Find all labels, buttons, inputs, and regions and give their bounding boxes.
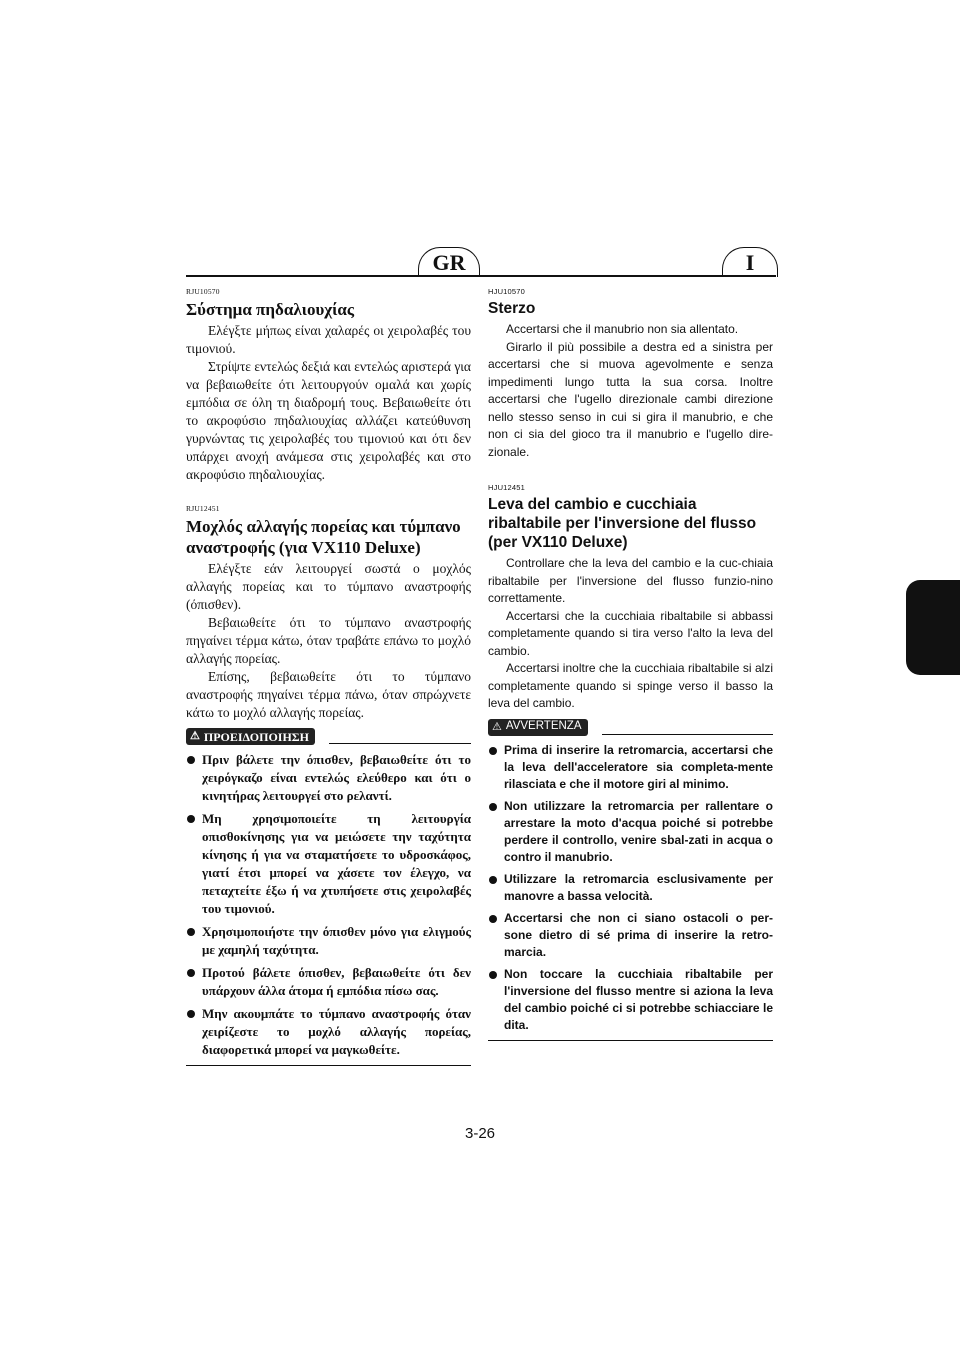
chapter-side-tab (906, 580, 960, 675)
bullet-icon (187, 1010, 195, 1018)
paragraph: Ελέγξτε μήπως είναι χαλαρές οι χειρολαβές του τιμονιού. (186, 323, 471, 356)
bullet-icon (187, 969, 195, 977)
header-rule (186, 275, 776, 277)
bullet-icon (489, 803, 497, 811)
warning-item: Non toccare la cucchiaia ribaltabile per l'inversione del flusso mentre si aziona la leva del cambio poiché ci si potrebbe schiacciare le dita. (488, 966, 773, 1034)
language-tab-greek (418, 247, 480, 277)
warning-box (488, 719, 773, 1041)
warning-item: Non utilizzare la retromarcia per rallentare o arrestare la moto d'acqua poiché si potrebbe perdere il controllo, venire sbal-zati in acqua o contro il manubrio. (488, 798, 773, 866)
warning-end-rule (186, 1065, 471, 1066)
paragraph: Βεβαιωθείτε ότι το τύμπανο αναστροφής πηγαίνει τέρμα κάτω, όταν τραβάτε επάνω το μοχλό αλλαγής πορείας. (186, 615, 471, 666)
warning-item: Μην ακουμπάτε το τύμπανο αναστροφής όταν χειρίζεστε το μοχλό αλλαγής πορείας, διαφορετικά μπορεί να μαγκωθείτε. (186, 1005, 471, 1059)
bullet-icon (187, 756, 195, 764)
warning-item: Utilizzare la retromarcia esclusivamente per manovre a bassa velocità. (488, 871, 773, 905)
paragraph: Accertarsi inoltre che la cucchiaia ribaltabile si alzi completamente quando si spinge verso il basso la leva del cambio. (488, 661, 773, 710)
section-title: Sterzo (488, 300, 536, 317)
section-code: RJU10570 (186, 287, 220, 296)
warning-item: Χρησιμοποιήστε την όπισθεν μόνο για ελιγμούς με χαμηλή ταχύτητα. (186, 923, 471, 959)
section-code: RJU12451 (186, 504, 220, 513)
language-tab-italian (722, 247, 778, 277)
language-label-italian: I (745, 249, 755, 275)
paragraph: Girarlo il più possibile a destra ed a sinistra per accertarsi che si muova agevolmente e senza impedimenti lungo tutta la sua corsa. Inoltre accertarsi che l'ugello direzionale cambi direzione nello stesso senso in cui si gira il manubrio, e che non ci sia del gioco tra il manubrio e l'ugello dire-zionale. (488, 339, 773, 459)
paragraph: Accertarsi che la cucchiaia ribaltabile si abbassi completamente quando si tira verso l'alto la leva del cambio. (488, 608, 773, 658)
warning-item: Μη χρησιμοποιείτε τη λειτουργία οπισθοκίνησης για να μειώσετε την ταχύτητα κίνησης ή για να σταματήσετε το υδροσκάφος, γιατί έτσι μπορεί να χάσετε τον έλεγχο, να πεταχτείτε έξω ή να χτυπήσετε στις χειρολαβές του τιμονιού. (186, 810, 471, 918)
section-code: HJU12451 (488, 483, 526, 492)
section-title: Σύστημα πηδαλιουχίας (186, 300, 355, 319)
bullet-icon (489, 915, 497, 923)
bullet-icon (187, 815, 195, 823)
section-subtitle: (per VX110 Deluxe) (488, 534, 628, 551)
language-label-greek: GR (432, 249, 466, 275)
italian-column (488, 287, 773, 1041)
warning-box (186, 728, 471, 1066)
bullet-icon (489, 971, 497, 979)
warning-badge (186, 728, 315, 745)
warning-item: Accertarsi che non ci siano ostacoli o per-sone dietro di sé prima di inserire la retro-marcia. (488, 910, 773, 961)
section-title: Μοχλός αλλαγής πορείας και τύμπανο αναστροφής (για VX110 Deluxe) (186, 517, 461, 557)
warning-label: ΠΡΟΕΙΔΟΠΟΙΗΣΗ (203, 729, 309, 744)
warning-item: Πριν βάλετε την όπισθεν, βεβαιωθείτε ότι το χειρόγκαζο είναι εντελώς ελεύθερο και ότι ο κινητήρας λειτουργεί στο ρελαντί. (186, 751, 471, 805)
bullet-icon (489, 876, 497, 884)
paragraph: Επίσης, βεβαιωθείτε ότι το τύμπανο αναστροφής πηγαίνει τέρμα πάνω, όταν σπρώχνετε κάτω το μοχλό αλλαγής πορείας. (186, 669, 471, 720)
page-number: 3-26 (464, 1125, 496, 1142)
section-title: Leva del cambio e cucchiaia ribaltabile per l'inversione del flusso (488, 496, 757, 532)
warning-triangle-icon: ⚠ (190, 730, 200, 742)
paragraph: Ελέγξτε εάν λειτουργεί σωστά ο μοχλός αλλαγής πορείας και το τύμπανο αναστροφής (όπισθεν). (186, 561, 471, 612)
paragraph: Controllare che la leva del cambio e la cuc-chiaia ribaltabile per l'inversione del flusso funzio-nino correttamente. (488, 556, 773, 605)
paragraph: Στρίψτε εντελώς δεξιά και εντελώς αριστερά για να βεβαιωθείτε ότι λειτουργούν ομαλά και χωρίς εμπόδια σε όλη τη διαδρομή τους. Βεβαιωθείτε ότι το ακροφύσιο πηδαλιουχίας αλλάζει κατεύθυνση γυρνώντας τις χειρολαβές του τιμονιού και ότι δεν υπάρχει ανοχή ανάμεσα στις χειρολαβές και στο ακροφύσιο πηδαλιουχίας. (186, 359, 471, 482)
warning-label: AVVERTENZA (505, 720, 582, 733)
warning-triangle-icon: ⚠ (492, 720, 502, 733)
warning-end-rule (488, 1040, 773, 1041)
paragraph: Accertarsi che il manubrio non sia allentato. (506, 322, 739, 336)
warning-item: Προτού βάλετε όπισθεν, βεβαιωθείτε ότι δεν υπάρχουν άλλα άτομα ή εμπόδια πίσω σας. (186, 964, 471, 1000)
bullet-icon (187, 928, 195, 936)
warning-item: Prima di inserire la retromarcia, accertarsi che la leva dell'acceleratore sia completa-mente rilasciata e che il motore giri al minimo. (488, 742, 773, 793)
greek-column (186, 287, 471, 1066)
section-code: HJU10570 (488, 287, 526, 296)
bullet-icon (489, 747, 497, 755)
warning-badge (488, 719, 588, 736)
